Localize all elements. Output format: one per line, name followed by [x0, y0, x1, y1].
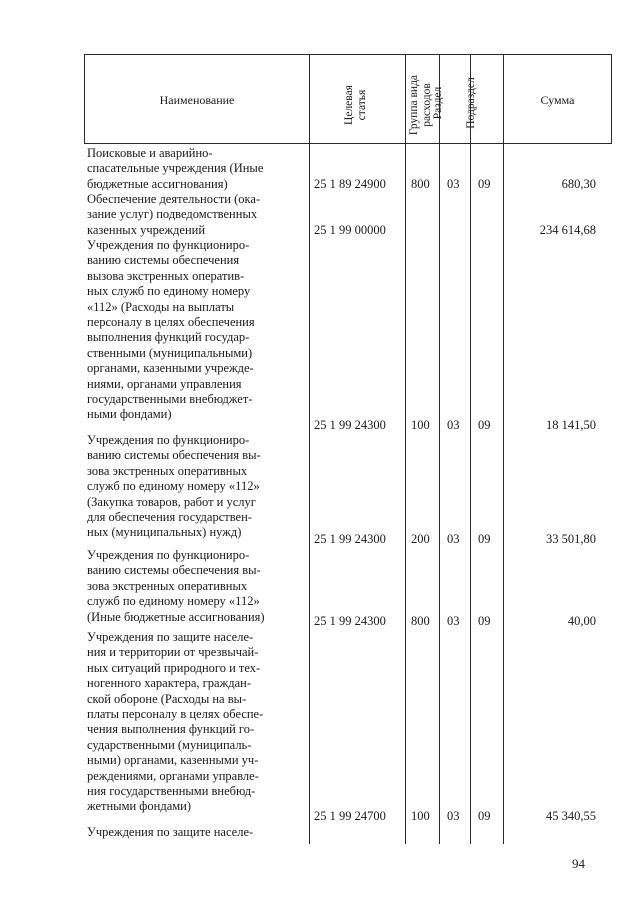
row-6-desc-line: ния и территории от чрезвычай-: [87, 645, 259, 660]
row-1-amount: 680,30: [561, 177, 596, 191]
row-3-section: 03: [447, 418, 460, 432]
row-1-desc-line: спасательные учреждения (Иные: [87, 161, 264, 176]
row-3-desc-line: «112» (Расходы на выплаты: [87, 299, 235, 314]
col-divider-5: [503, 54, 504, 844]
row-4-desc-line: зова экстренных оперативных: [87, 463, 248, 478]
row-3-article: 25 1 99 24300: [314, 418, 386, 432]
row-3-desc-line: ными фондами): [87, 407, 172, 422]
row-5-description: [87, 548, 299, 625]
row-6-desc-line: ных ситуаций природного и тех-: [87, 660, 261, 675]
row-4-desc-line: Учреждения по функциониро-: [87, 433, 250, 447]
row-1-group: 800: [411, 177, 430, 191]
row-2-desc-line: Обеспечение деятельности (ока-: [87, 192, 261, 206]
page-number: 94: [572, 856, 585, 871]
col-divider-1: [309, 54, 310, 844]
row-4-section: 03: [447, 532, 460, 546]
row-3-desc-line: Учреждения по функциониро-: [87, 238, 250, 252]
row-7-description: [87, 825, 299, 840]
row-4-description: [87, 433, 299, 541]
row-3-subsection: 09: [478, 418, 491, 432]
header-subsection: Подраздел: [465, 77, 477, 129]
row-5-desc-line: Учреждения по функциониро-: [87, 548, 250, 562]
row-6-desc-line: ногенного характера, граждан-: [87, 676, 251, 691]
header-amount: Сумма: [540, 93, 575, 107]
header-expense-group-line2: расходов: [421, 83, 433, 127]
row-3-amount: 18 141,50: [546, 418, 596, 432]
row-3-desc-line: выполнения функций государ-: [87, 330, 250, 345]
row-3-description: [87, 238, 299, 423]
row-5-section: 03: [447, 614, 460, 628]
row-3-desc-line: ванию системы обеспечения: [87, 253, 240, 268]
row-6-description: [87, 630, 299, 815]
header-target-article: [343, 60, 371, 150]
col-divider-3: [439, 54, 440, 844]
row-1-desc-line: Поисковые и аварийно-: [87, 146, 213, 160]
row-4-amount: 33 501,80: [546, 532, 596, 546]
header-name: Наименование: [159, 93, 235, 107]
row-6-amount: 45 340,55: [546, 809, 596, 823]
header-right-border: [611, 54, 612, 144]
row-6-desc-line: сударственными (муниципаль-: [87, 737, 252, 752]
row-4-article: 25 1 99 24300: [314, 532, 386, 546]
row-3-desc-line: государственными внебюджет-: [87, 392, 253, 407]
row-6-desc-line: реждениями, органами управле-: [87, 768, 259, 783]
row-1-article: 25 1 89 24900: [314, 177, 386, 191]
row-2-article: 25 1 99 00000: [314, 223, 386, 237]
header-target-article-line1: Целевая: [343, 85, 355, 125]
row-5-amount: 40,00: [567, 614, 596, 628]
row-1-description: [87, 146, 299, 192]
row-3-desc-line: ниями, органами управления: [87, 376, 242, 391]
row-6-article: 25 1 99 24700: [314, 809, 386, 823]
row-4-desc-line: служб по единому номеру «112»: [87, 479, 260, 494]
col-divider-2: [405, 54, 406, 844]
header-expense-group-line1: Группа вида: [408, 74, 420, 136]
row-4-group: 200: [411, 532, 430, 546]
col-divider-4: [470, 54, 471, 844]
row-2-desc-line: казенных учреждений: [87, 222, 206, 237]
row-7-desc-line: Учреждения по защите населе-: [87, 825, 254, 839]
row-5-subsection: 09: [478, 614, 491, 628]
row-1-section: 03: [447, 177, 460, 191]
row-5-desc-line: служб по единому номеру «112»: [87, 594, 260, 609]
row-3-desc-line: вызова экстренных оператив-: [87, 268, 245, 283]
row-2-amount: 234 614,68: [539, 223, 596, 237]
row-6-desc-line: Учреждения по защите населе-: [87, 630, 254, 644]
row-3-desc-line: ственными (муниципальными): [87, 345, 253, 360]
row-6-section: 03: [447, 809, 460, 823]
row-5-desc-line: (Иные бюджетные ассигнования): [87, 609, 265, 624]
row-4-desc-line: ных (муниципальных) нужд): [87, 525, 242, 540]
row-5-desc-line: ванию системы обеспечения вы-: [87, 563, 261, 578]
row-6-desc-line: ными) органами, казенными уч-: [87, 753, 259, 768]
header-top-border: [84, 54, 612, 55]
row-3-desc-line: ных служб по единому номеру: [87, 284, 251, 299]
row-3-group: 100: [411, 418, 430, 432]
row-6-subsection: 09: [478, 809, 491, 823]
row-6-desc-line: ской обороне (Расходы на вы-: [87, 691, 247, 706]
header-target-article-line2: статья: [356, 89, 368, 121]
header-section: Раздел: [432, 86, 444, 120]
row-4-desc-line: (Закупка товаров, работ и услуг: [87, 494, 256, 509]
row-2-desc-line: зание услуг) подведомственных: [87, 207, 258, 222]
row-6-desc-line: жетными фондами): [87, 799, 192, 814]
row-5-group: 800: [411, 614, 430, 628]
row-4-subsection: 09: [478, 532, 491, 546]
row-3-desc-line: персоналу в целях обеспечения: [87, 315, 255, 330]
row-6-group: 100: [411, 809, 430, 823]
row-6-desc-line: платы персоналу в целях обеспе-: [87, 707, 264, 722]
row-6-desc-line: чения выполнения функций го-: [87, 722, 255, 737]
row-1-desc-line: бюджетные ассигнования): [87, 176, 228, 191]
row-3-desc-line: органами, казенными учрежде-: [87, 361, 254, 376]
row-5-desc-line: зова экстренных оперативных: [87, 578, 248, 593]
row-2-description: [87, 192, 299, 238]
row-4-desc-line: ванию системы обеспечения вы-: [87, 448, 261, 463]
row-6-desc-line: ния государственными внебюд-: [87, 784, 256, 799]
row-1-subsection: 09: [478, 177, 491, 191]
row-5-article: 25 1 99 24300: [314, 614, 386, 628]
row-4-desc-line: для обеспечения государствен-: [87, 510, 252, 525]
